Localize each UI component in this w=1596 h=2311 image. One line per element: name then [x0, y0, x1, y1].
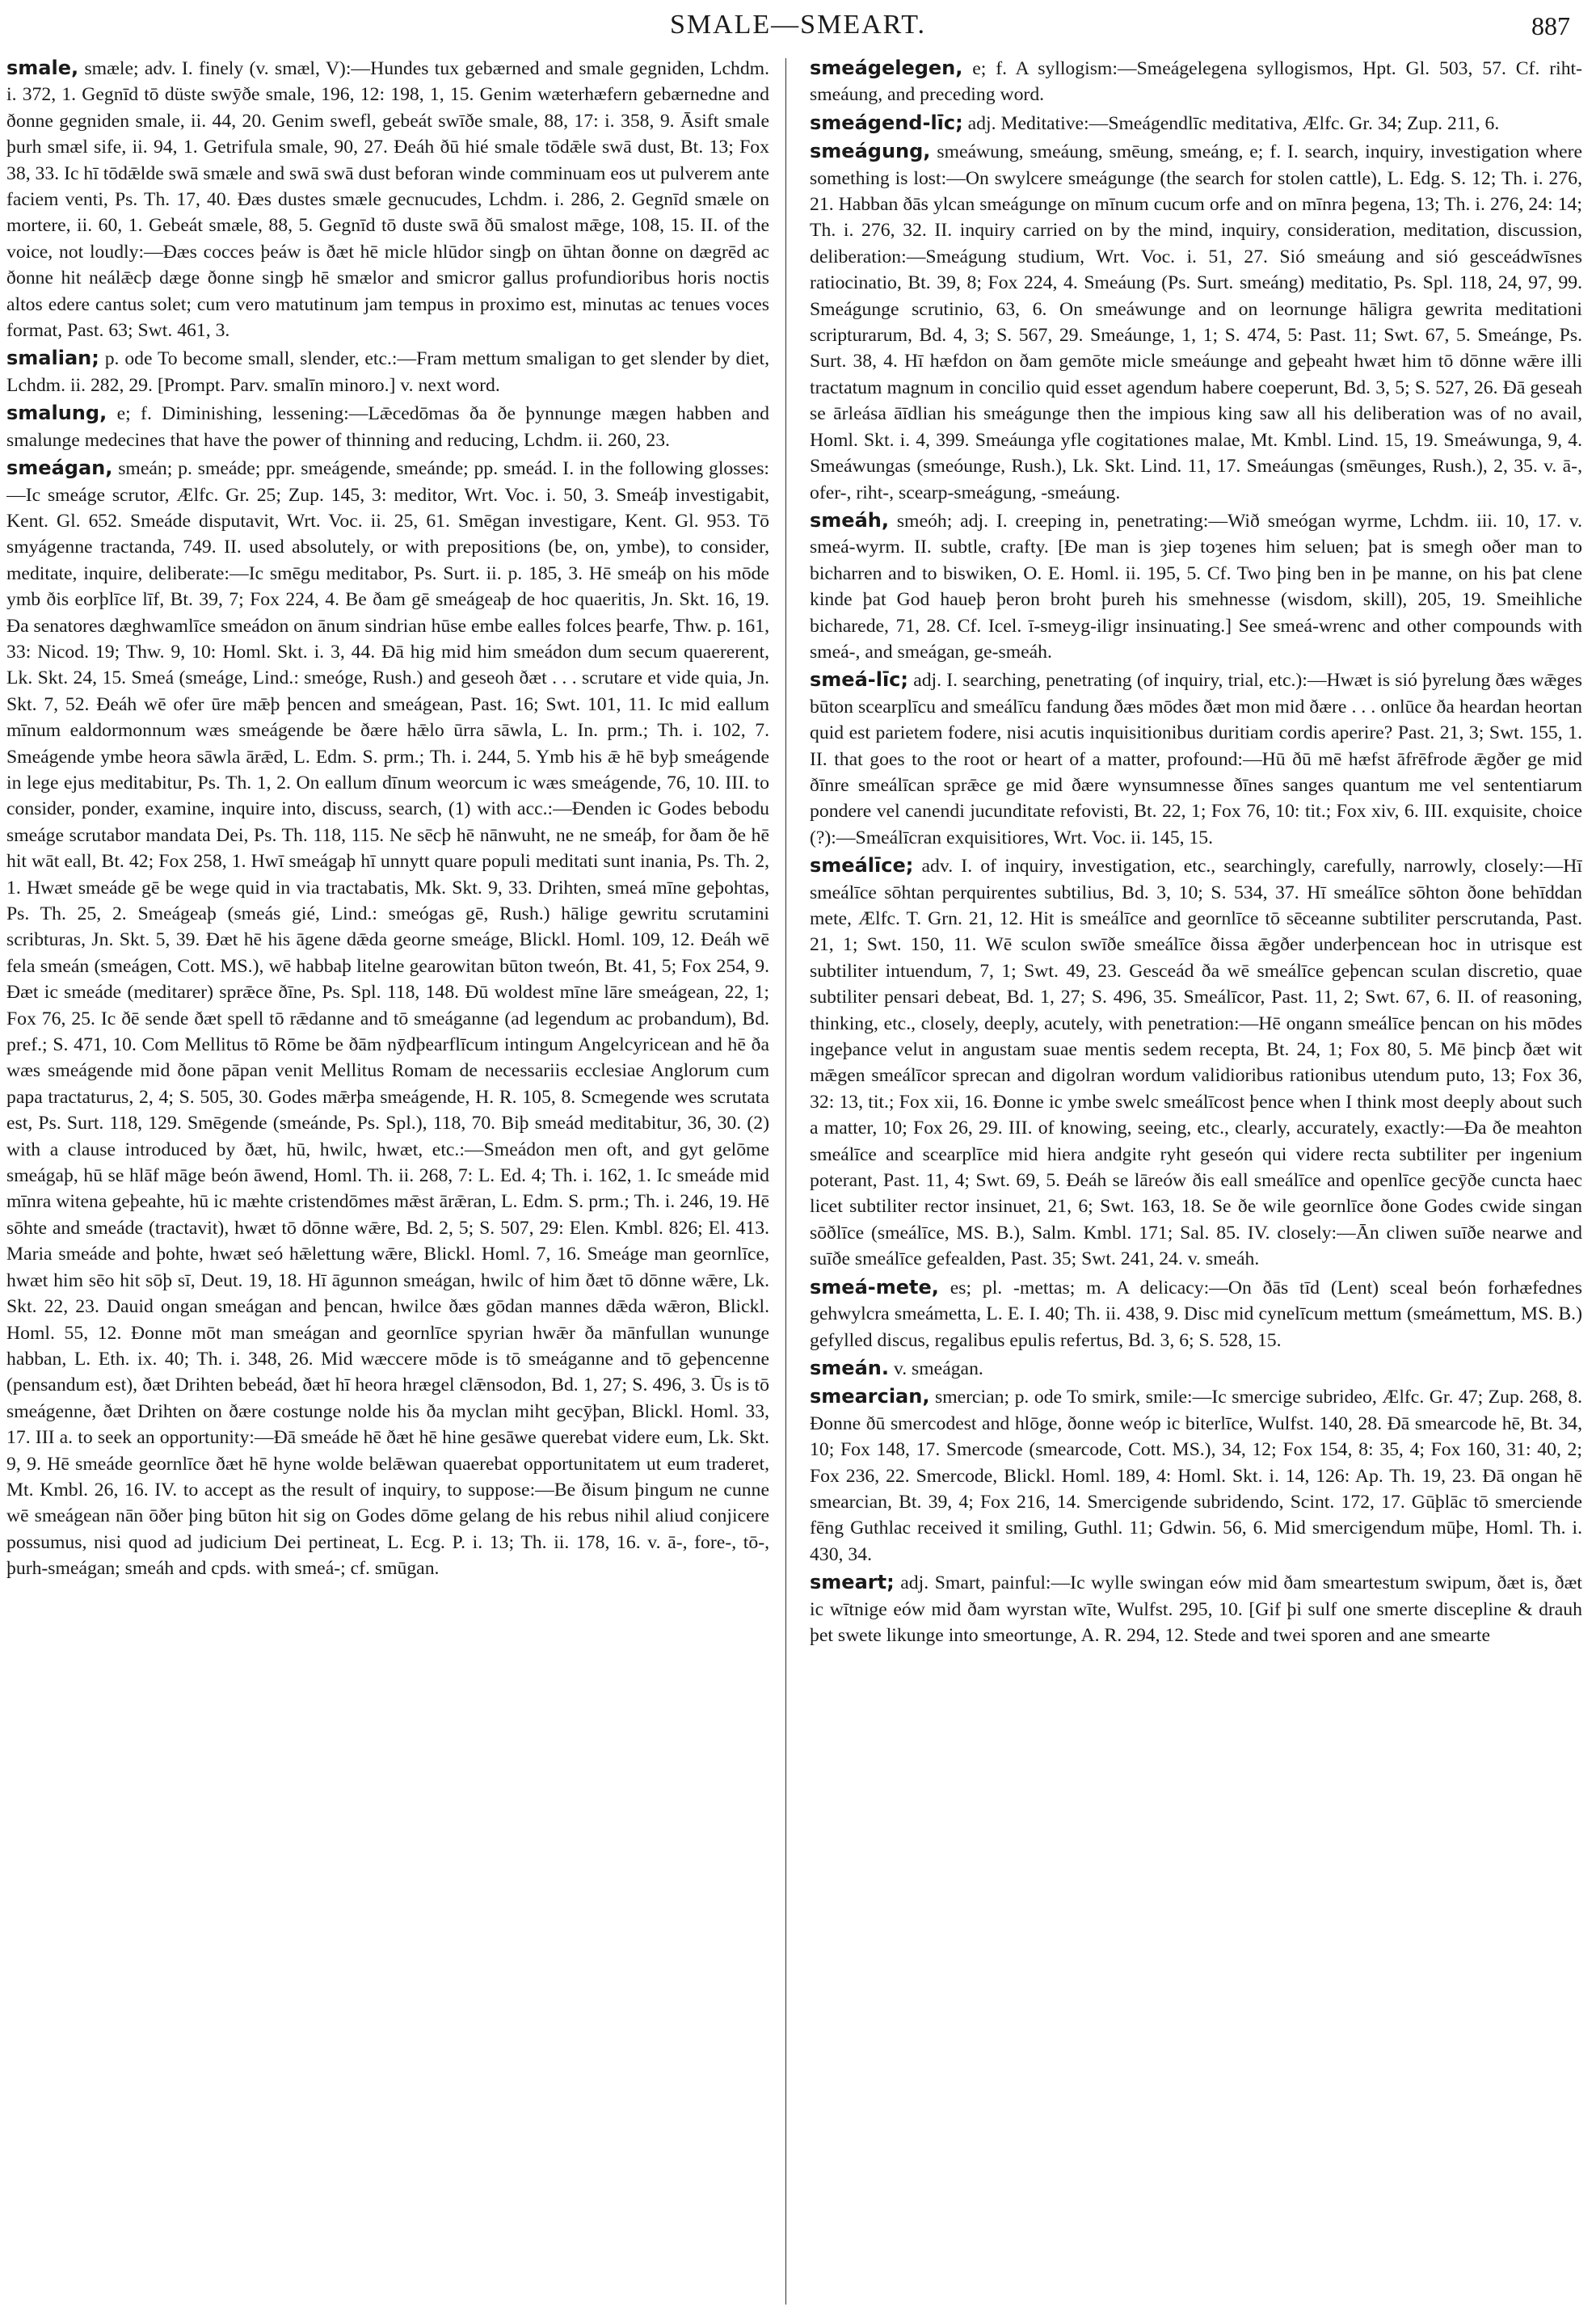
entry-headword: smale, [6, 57, 79, 79]
entry-headword: smeálīce; [810, 854, 914, 878]
entry-definition: es; pl. -mettas; m. A delicacy:—On ðās tīd (Lent) sceal beón forhæfednes gehwylcra smeámetta, L. E. I. 40; Th. ii. 438, 9. Disc mid cynelīcum mettum (smeámettum, MS. B.) gefylled discus, regalibus epulis refertus, Bd. 3, 6; S. 528, 15. [810, 1277, 1582, 1351]
entry-definition: adj. Smart, painful:—Ic wylle swingan eów mid ðam smeartestum swipum, ðæt is, ðæt ic wītnige eów mid ðam wyrstan wīte, Wulfst. 295, 10. [Gif þi sulf one smerte discepline & drauh þet swete likunge into smeortunge, A. R. 294, 12. Stede and twei sporen and ane smearte [810, 1572, 1582, 1646]
dictionary-entry [810, 110, 1582, 137]
dictionary-entry [6, 55, 769, 343]
dictionary-entry [6, 345, 769, 398]
entry-definition: p. ode To become small, slender, etc.:—Fram mettum smaligan to get slender by diet, Lchdm. ii. 282, 29. [Prompt. Parv. smalīn minoro.] v. next word. [6, 348, 769, 396]
entry-definition: adj. I. searching, penetrating (of inquiry, trial, etc.):—Hwæt is sió þyrelung ðæs wǣges būton scearplīcu and smeálīcu fandung ðæs mōdes ðæt mon mid ðære . . . onlūce ða heardan heortan quid est parietem fodere, nisi acutis inquisitionibus duritiam cordis aperire? Past. 21, 3; Swt. 155, 1. II. that goes to the root or heart of a matter, profound:—Hū ðū mē hæfst āfrēfrode ǣgðer ge mid ðīnre smeálīcan sprǣce ge mid ðære wynsumnesse ðīnes sanges quantum me vel sententiarum pondere vel canendi jucunditate refovisti, Bt. 22, 1; Fox 76, 10: tit.; Fox xiv, 6. III. exquisite, choice (?):—Smeálīcran exquisitiores, Wrt. Voc. ii. 145, 15. [810, 670, 1582, 848]
dictionary-entry [810, 1383, 1582, 1568]
entry-definition: adj. Meditative:—Smeágendlīc meditativa, Ælfc. Gr. 34; Zup. 211, 6. [967, 112, 1500, 134]
page-number: 887 [1531, 11, 1570, 40]
entry-headword: smeágelegen, [810, 57, 963, 79]
entry-definition: v. smeágan. [893, 1358, 983, 1379]
dictionary-entry [810, 1569, 1582, 1648]
entry-definition: smercian; p. ode To smirk, smile:—Ic smercige subrideo, Ælfc. Gr. 47; Zup. 268, 8. Ðonne ðū smercodest and hlōge, ðonne weóp ic biterlīce, Wulfst. 140, 28. Ðā smearcode hē, Bt. 34, 10; Fox 148, 17. Smercode (smearcode, Cott. MS.), 34, 12; Fox 154, 8: 35, 4; Fox 160, 31: 40, 2; Fox 236, 22. Smercode, Blickl. Homl. 189, 4: Homl. Skt. i. 14, 126: Ap. Th. 19, 23. Ðā ongan hē smearcian, Bt. 39, 4; Fox 216, 14. Smercigende subridendo, Scint. 172, 17. Gūþlāc tō smerciende fēng Guthlac received it smiling, Guthl. 11; Gdwin. 56, 6. Mid smercigendum mūþe, Homl. Th. i. 430, 34. [810, 1387, 1582, 1565]
entry-headword: smeágung, [810, 140, 931, 163]
dictionary-entry [810, 138, 1582, 506]
entry-headword: smeá-līc; [810, 668, 909, 692]
dictionary-entry [6, 400, 769, 453]
entry-headword: smalian; [6, 347, 99, 370]
dictionary-entry [6, 455, 769, 1581]
dictionary-entry [810, 852, 1582, 1273]
entry-headword: smeágan, [6, 457, 113, 480]
entry-definition: smeóh; adj. I. creeping in, penetrating:—Wið smeógan wyrme, Lchdm. iii. 10, 17. v. smeá-wyrm. II. subtle, crafty. [Ðe man is ȝiep toȝenes him seluen; þat is smegh oðer man to bicharren and to biswiken, O. E. Homl. ii. 195, 5. Cf. Two þing ben in þe manne, on his þat clene kinde þat God haueþ þeron broht þureh his smehnesse (wisdom, skill), 205, 19. Smeihliche bicharede, 71, 28. Cf. Icel. ī-smeyg-iligr insinuating.] See smeá-wrenc and other compounds with smeá-, and smeágan, ge-smeáh. [810, 510, 1582, 663]
entry-definition: e; f. A syllogism:—Smeágelegena syllogismos, Hpt. Gl. 503, 57. Cf. riht-smeáung, and preceding word. [810, 58, 1582, 106]
dictionary-entry [810, 1355, 1582, 1382]
entry-definition: e; f. Diminishing, lessening:—Lǣcedōmas ða ðe þynnunge mægen habben and smalunge medecines that have the power of thinning and reducing, Lchdm. ii. 260, 23. [6, 403, 769, 451]
entry-headword: smalung, [6, 402, 107, 425]
right-column [810, 55, 1582, 2301]
dictionary-entry [810, 507, 1582, 665]
running-head: SMALE—SMEART. [669, 10, 927, 40]
entry-definition: adv. I. of inquiry, investigation, etc., searchingly, carefully, narrowly, closely:—Hī smeálīce sōhtan perquirentes subtilius, Bd. 3, 10; S. 534, 37. Hī smeálīce sōhton ðone behīddan mete, Ælfc. T. Grn. 21, 12. Hit is smeálīce and geornlīce tō sēceanne subtiliter perscrutanda, Past. 21, 1; Swt. 150, 11. Wē sculon swīðe smeálīce ðissa ǣgðer underþencean hoc in utrisque est subtiliter intuendum, 7, 1; Swt. 49, 23. Gesceád ða wē smeálīce geþencan sculan discretio, quae subtiliter pensari debeat, Bd. 1, 27; S. 496, 35. Smeálīcor, Past. 11, 2; Swt. 67, 6. II. of reasoning, thinking, etc., closely, deeply, acutely, with penetration:—Hē ongann smeálīce þencan on his mōdes ingeþance velut in angustam suae mentis sedem recepta, Bt. 24, 1; Fox 80, 5. Mē þincþ ðæt wit mǣgen smeálīcor sprecan and digolran wordum validioribus rationibus utendum puto, 13; Fox 36, 32: 13, tit.; Fox xii, 16. Ðonne ic ymbe swelc smeálīcost þence when I think most deeply about such a matter, 10; Fox 26, 29. III. of knowing, seeing, etc., clearly, accurately, exactly:—Ða ðe meahton smeálīce and scearplīce mid hiera andgite ryht geseón qui videre recta subtiliter per ingenium poterant, Past. 11, 4; Swt. 69, 5. Ðeáh se lāreów ðis eall smeálīce and openlīce gecȳðe cuncta haec licet subtiliter rector insinuet, 21, 6; Swt. 163, 18. Se ðe wile geornlīce ðone Godes cwide singan sōðlīce (smeálīce, MS. B.), Salm. Kmbl. 171; Sal. 85. IV. closely:—Ān cliwen suīðe nearwe and suīðe smeálīce gefealden, Past. 35; Swt. 241, 24. v. smeáh. [810, 856, 1582, 1270]
dictionary-entry [810, 1274, 1582, 1353]
entry-headword: smeán. [810, 1356, 889, 1379]
dictionary-entry [810, 55, 1582, 108]
entry-definition: smæle; adv. I. finely (v. smæl, V):—Hundes tux gebærned and smale gegniden, Lchdm. i. 372, 1. Gegnīd tō düste swȳðe smale, 196, 12: 198, 1, 15. Genim wæterhæfern gebærnedne and ðonne gegniden smale, ii. 44, 20. Genim swefl, gebeát swīðe smale, 88, 17: i. 358, 9. Āsift smale þurh smæl sife, ii. 94, 1. Getrifula smale, 90, 27. Ðeáh ðū hié smale tōdǣle swā dust, Bt. 13; Fox 38, 33. Ic hī tōdǣlde swā smæle and swā swā dust beforan winde comminuam eos ut pulverem ante faciem venti, Ps. Th. 17, 40. Ðæs dustes smæle gecnucudes, Lchdm. i. 286, 2. Gegnīd smæle on mortere, ii. 60, 1. Gebeát smæle, 88, 5. Gegnīd tō duste swā ðū smalost mǣge, 108, 15. II. of the voice, not loudly:—Ðæs cocces þeáw is ðæt hē micle hlūdor singþ on ūhtan ðonne on dægrēd ac ðonne hit neálǣcþ dæge ðonne singþ hē smælor and smicror gallus profundioribus horis noctis altos edere cantus solet; cum vero matutinum jam tempus in proximo est, minutas ac tenues voces format, Past. 63; Swt. 461, 3. [6, 58, 769, 342]
column-divider [785, 58, 786, 2305]
entry-definition: smeán; p. smeáde; ppr. smeágende, smeánde; pp. smeád. I. in the following glosses:—Ic smeáge scrutor, Ælfc. Gr. 25; Zup. 145, 3: meditor, Wrt. Voc. i. 50, 3. Smeáþ investigabit, Kent. Gl. 652. Smeáde disputavit, Wrt. Voc. ii. 25, 61. Smēgan investigare, Kent. Gl. 953. Tō smyágenne tractanda, 749. II. used absolutely, or with prepositions (be, on, ymbe), to consider, meditate, inquire, deliberate:—Ic smēgu meditabor, Ps. Surt. ii. p. 185, 3. Hē smeáþ on his mōde ymb ðis eorþlīce līf, Bt. 39, 7; Fox 224, 4. Be ðam gē smeágeaþ de hoc quaeritis, Jn. Skt. 16, 19. Ða senatores dæghwamlīce smeádon on ānum sindrian hūse embe ealles folces þearfe, Thw. p. 161, 33: Nicod. 19; Thw. 9, 10: Homl. Skt. i. 3, 44. Ðā hig mid him smeádon dum secum quaererent, Lk. Skt. 24, 15. Smeá (smeáge, Lind.: smeóge, Rush.) and geseoh ðæt . . . scrutare et vide quia, Jn. Skt. 7, 52. Ðeáh wē ofer ūre mǣþ þencen and smeágean, Past. 16; Swt. 101, 11. Ic mid eallum mīnum ealdormonnum wæs smeágende be ðære hǣlo ūrra sāwla, L. In. prm.; Th. i. 102, 7. Smeágende ymbe heora sāwla ārǣd, L. Edm. S. prm.; Th. i. 244, 5. Ymb his ǣ hē byþ smeágende in lege ejus meditabitur, Ps. Th. 1, 2. On eallum dīnum weorcum ic wæs smeágende, 76, 10. III. to consider, ponder, examine, inquire into, discuss, search, (1) with acc.:—Ðenden ic Godes bebodu smeáge scrutabor mandata Dei, Ps. Th. 118, 115. Ne sēcþ hē nānwuht, ne ne smeáþ, for ðam ðe hē hit wāt eall, Bt. 42; Fox 258, 1. Hwī smeágaþ hī unnytt quare populi meditati sunt inania, Ps. Th. 2, 1. Hwæt smeáde gē be wege quid in via tractabatis, Mk. Skt. 9, 33. Drihten, smeá mīne geþohtas, Ps. Th. 25, 2. Smeágeaþ (smeás gié, Lind.: smeógas gē, Rush.) hālige gewritu scrutamini scribturas, Jn. Skt. 5, 39. Ðæt hē his āgene dǣda georne smeáge, Blickl. Homl. 109, 12. Ðeáh wē fela smeán (smeágen, Cott. MS.), wē habbaþ litelne gearowitan būton tweón, Bt. 41, 5; Fox 254, 9. Ðæt ic smeáde (meditarer) sprǣce ðīne, Ps. Spl. 118, 148. Ðū woldest mīne lāre smeágean, 22, 1; Fox 76, 25. Ic ðē sende ðæt spell tō rǣdanne and tō smeáganne (ad legendum ac probandum), Bd. pref.; S. 471, 10. Com Mellitus tō Rōme be ðām nȳdþearflīcum intingum Angelcyricean and hē ða wæs smeágende mid ðone pāpan venit Mellitus Romam de necessariis ecclesiae Anglorum cum papa tractaturus, 2, 4; S. 505, 30. Godes mǣrþa smeágende, H. R. 105, 8. Scmegende wes scrutata est, Ps. Surt. 118, 129. Smēgende (smeánde, Ps. Spl.), 118, 70. Biþ smeád meditabitur, 36, 30. (2) with a clause introduced by ðæt, hū, hwilc, hwæt, etc.:—Smeádon men oft, and gyt gelōme smeágaþ, hū se hlāf māge beón āwend, Homl. Th. ii. 268, 7: L. Ed. 4; Th. i. 162, 1. Ic smeáde mid mīnra witena geþeahte, hū ic mæhte cristendōmes mǣst ārǣran, L. Edm. S. prm.; Th. i. 246, 19. Hē sōhte and smeáde (tractavit), hwæt tō dōnne wǣre, Bd. 2, 5; S. 507, 29: Elen. Kmbl. 826; El. 413. Maria smeáde and þohte, hwæt seó hǣlettung wǣre, Blickl. Homl. 7, 16. Smeáge man geornlīce, hwæt him sēo hit sōþ sī, Deut. 19, 18. Hī āgunnon smeágan, hwilc of him ðæt tō dōnne wǣre, Lk. Skt. 22, 23. Dauid ongan smeágan and þencan, hwilce ðæs gōdan mannes dǣda wǣron, Blickl. Homl. 55, 12. Ðonne mōt man smeágan and geornlīce spyrian hwǣr ða mānfullan wununge habban, L. Eth. ix. 40; Th. i. 348, 26. Mid wæccere mōde is tō smeáganne and tō geþencenne (pensandum est), ðæt Drihten bebeád, ðæt hī heora hrægel clǣnsodon, Bd. 1, 27; S. 496, 3. Ūs is tō smeágenne, ðæt Drihten on ðære costunge nolde his ða myclan miht gecȳþan, Blickl. Homl. 33, 17. III a. to seek an opportunity:—Ðā smeáde hē ðæt hē hine gesāwe querebat videre eum, Lk. Skt. 9, 9. Hē smeáde geornlīce ðæt hē hyne wolde belǣwan quaerebat opportunitatem ut eum traderet, Mt. Kmbl. 26, 16. IV. to accept as the result of inquiry, to suppose:—Be ðisum þingum ne cunne wē smeágean nān ōðer þing būton hit sig on Godes dōme gelang de his rebus nihil aliud conjicere possumus, nisi quod ad judicium Dei pertineat, L. Ecg. P. i. 13; Th. ii. 178, 16. v. ā-, fore-, tō-, þurh-smeágan; smeáh and cpds. with smeá-; cf. smūgan. [6, 458, 769, 1580]
entry-definition: smeáwung, smeáung, smēung, smeáng, e; f. I. search, inquiry, investigation where something is lost:—On swylcere smeágunge (the search for stolen cattle), L. Edg. S. 12; Th. i. 276, 21. Habban ðās ylcan smeágunge on mīnum cucum orfe and on mīnra þegena, 13; Th. i. 276, 24: 14; Th. i. 276, 32. II. inquiry carried on by the mind, inquiry, consideration, meditation, discussion, deliberation:—Smeágung studium, Wrt. Voc. i. 51, 27. Sió smeáung and sió gesceádwīsnes ratiocinatio, Bt. 39, 8; Fox 224, 4. Smeáung (Ps. Surt. smeáng) meditatio, Ps. Spl. 118, 24, 97, 99. Smeágunge scrutinio, 63, 6. On smeáwunge and on leornunge hāligra gewrita meditationi scripturarum, Bd. 4, 3; S. 567, 29. Smeáunge, 1, 1; S. 474, 5: Past. 11; Swt. 67, 5. Smeánge, Ps. Surt. 38, 4. Hī hæfdon on ðam gemōte micle smeáunge and geþeaht hwæt him tō dōnne wǣre illi tractatum magnum in concilio quid esset agendum habere coeperunt, Bd. 3, 5; S. 527, 26. Ðā geseah se ārleása āīdlian his smeágunge then the impious king saw all his deliberation was of no avail, Homl. Skt. i. 4, 399. Smeáunga yfle cogitationes malae, Mt. Kmbl. Lind. 15, 19. Smeáwunga, 9, 4. Smeáwungas (smeóunge, Rush.), Lk. Skt. Lind. 11, 17. Smeáungas (smēunges, Rush.), 2, 35. v. ā-, ofer-, riht-, scearp-smeágung, -smeáung. [810, 141, 1582, 503]
page-header [0, 5, 1596, 47]
entry-headword: smeáh, [810, 508, 889, 532]
entry-headword: smeá-mete, [810, 1275, 939, 1299]
entry-headword: smeágend-līc; [810, 111, 963, 134]
dictionary-entry [810, 667, 1582, 851]
entry-headword: smeart; [810, 1571, 895, 1594]
entry-headword: smearcian, [810, 1385, 930, 1408]
left-column [6, 55, 769, 2301]
